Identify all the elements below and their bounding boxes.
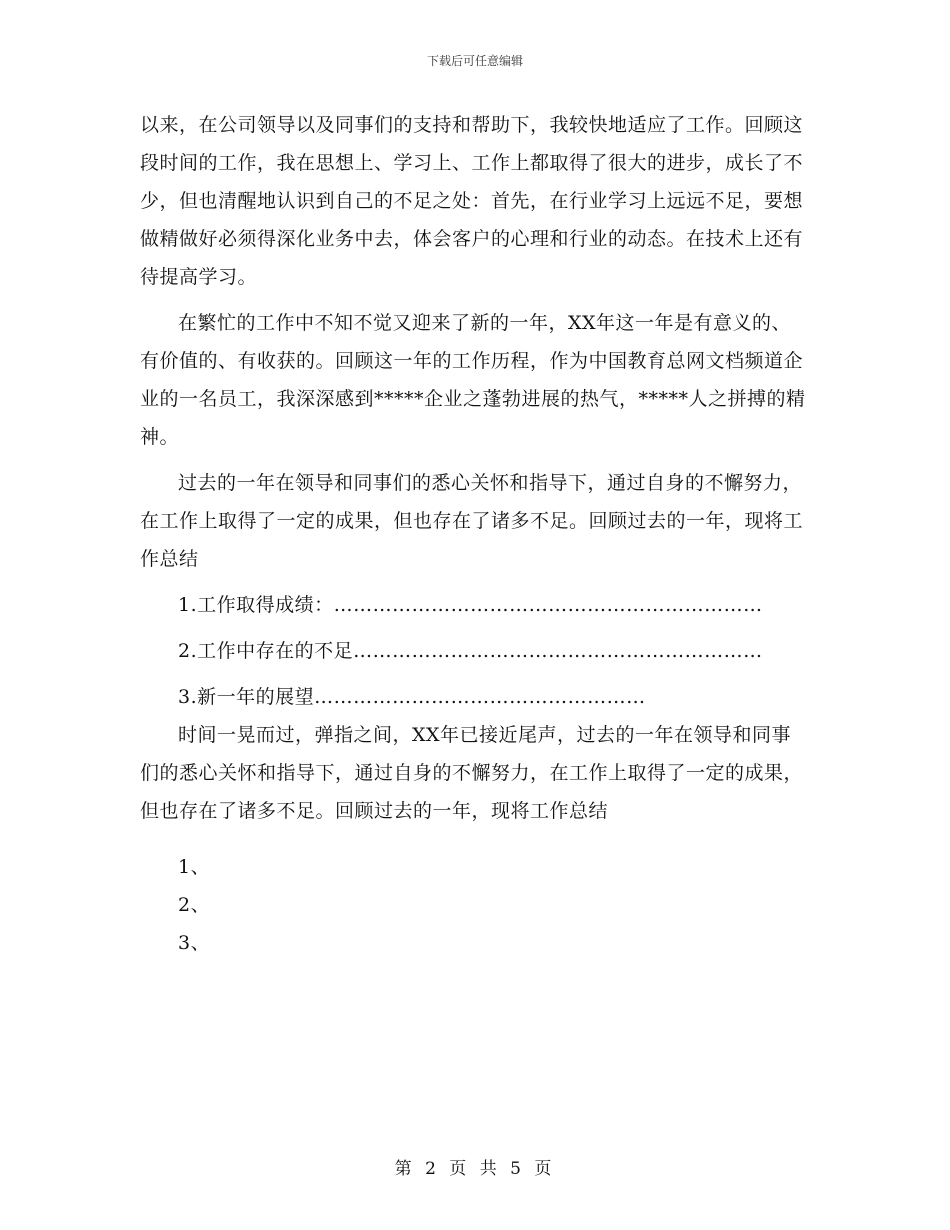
list-item-1: 1、 bbox=[178, 856, 211, 878]
item-outlook: 3.新一年的展望…………………………………………… bbox=[178, 686, 646, 708]
item-shortcomings: 2.工作中存在的不足……………………………………………………… bbox=[178, 640, 763, 662]
page-number: 第 2 页 共 5 页 bbox=[394, 1159, 556, 1179]
page-header: 下载后可任意编辑 bbox=[426, 54, 523, 68]
paragraph-past-year: 过去的一年在领导和同事们的悉心关怀和指导下，通过自身的不懈努力，在工作上取得了一定的成果，但也存在了诸多不足。回顾过去的一年，现将工作总结 bbox=[140, 472, 804, 570]
item-achievements: 1.工作取得成绩：………………………………………………………… bbox=[178, 594, 763, 616]
list-item-2: 2、 bbox=[178, 894, 211, 916]
paragraph-intro: 以来，在公司领导以及同事们的支持和帮助下，我较快地适应了工作。回顾这段时间的工作，我在思想上、学习上、工作上都取得了很大的进步，成长了不少，但也清醒地认识到自己的不足之处：首先，在行业学习上远远不足，要想做精做好必须得深化业务中去，体会客户的心理和行业的动态。在技术上还有待提高学习。 bbox=[140, 114, 804, 288]
paragraph-new-year: 在繁忙的工作中不知不觉又迎来了新的一年，XX年这一年是有意义的、有价值的、有收获的。回顾这一年的工作历程，作为中国教育总网文档频道企业的一名员工，我深深感到*****企业之蓬勃进展的热气，*****人之拼搏的精神。 bbox=[140, 312, 806, 448]
list-item-3: 3、 bbox=[178, 932, 211, 954]
document-body bbox=[140, 106, 810, 962]
paragraph-time-flies: 时间一晃而过，弹指之间，XX年已接近尾声，过去的一年在领导和同事们的悉心关怀和指导下，通过自身的不懈努力，在工作上取得了一定的成果，但也存在了诸多不足。回顾过去的一年，现将工作总结 bbox=[140, 724, 804, 822]
